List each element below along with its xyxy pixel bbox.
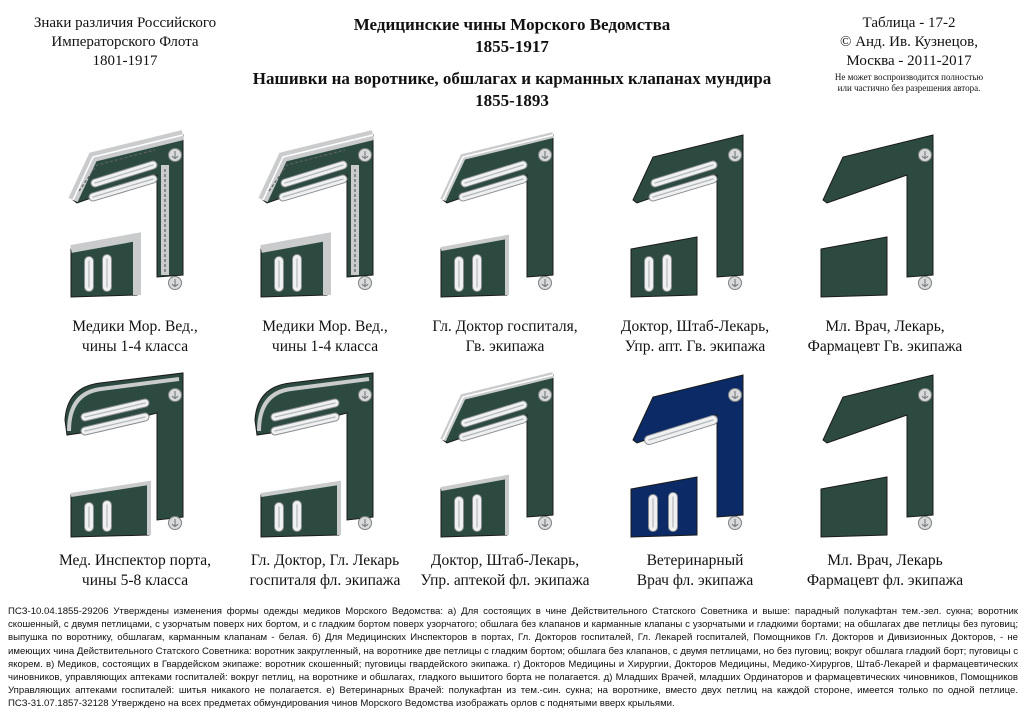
caption-line-2: чины 1-4 класса [81,338,189,355]
insignia-illustration [605,125,795,305]
caption-line-2: Упр. апт. Гв. экипажа [624,338,766,355]
insignia-card [605,125,795,305]
insignia-card [45,125,235,305]
anchor-button-icon [169,517,182,530]
header-left-line: Императорского Флота [51,34,199,50]
insignia-caption [600,317,790,357]
caption-line-1: Мед. Инспектор порта, [58,552,211,569]
anchor-button-icon [729,517,742,530]
insignia-illustration [235,365,425,545]
insignia-illustration [795,125,985,305]
caption-line-1: Мл. Врач, Лекарь, [825,318,945,335]
caption-line-2: Фармацевт фл. экипажа [806,572,964,589]
anchor-button-icon [359,389,372,402]
insignia-caption [230,551,420,591]
insignia-caption [230,317,420,357]
anchor-button-icon [919,389,932,402]
anchor-button-icon [539,517,552,530]
anchor-button-icon [359,149,372,162]
anchor-button-icon [539,389,552,402]
insignia-card [235,365,425,545]
caption-line-2: Врач фл. экипажа [636,572,754,589]
caption-line-1: Мл. Врач, Лекарь [827,552,943,569]
caption-line-2: госпиталя фл. экипажа [249,572,401,589]
copyright: © Анд. Ив. Кузнецов, [840,34,978,50]
header-right [800,14,1018,94]
rights-note [800,72,1018,94]
insignia-illustration [605,365,795,545]
insignia-card [415,365,605,545]
insignia-caption [790,551,980,591]
anchor-button-icon [919,277,932,290]
insignia-caption [40,317,230,357]
anchor-button-icon [539,277,552,290]
insignia-card [605,365,795,545]
caption-line-2: чины 5-8 класса [81,572,189,589]
rights-note-line: Не может воспроизводится полностью [834,72,984,82]
page-title-years: 1855-1917 [475,37,549,56]
insignia-illustration [45,125,235,305]
anchor-button-icon [169,389,182,402]
insignia-caption [410,551,600,591]
anchor-button-icon [359,277,372,290]
insignia-card [795,125,985,305]
anchor-button-icon [359,517,372,530]
insignia-illustration [45,365,235,545]
rights-note-line: или частично без разрешения автора. [837,83,981,93]
caption-line-1: Доктор, Штаб-Лекарь, [620,318,770,335]
table-number: Таблица - 17-2 [862,15,956,31]
caption-line-1: Медики Мор. Вед., [262,318,388,335]
footer-legal-text: ПСЗ-10.04.1855-29206 Утверждены изменения формы одежды медиков Морского Ведомства: а) Для состоящих в чине Действительного Статского Советника и выше: парадный полукафтан тем.-зел. сукна; воротник скошенный, с двумя петлицами, с узорчатым поверх них бортом, и с гладким бортом поверх узорчатого; обшлага без клапанов и карманные клапаны с узорчатыми и гладкими бортами; на обшлагах две петлицы без пуговиц; выпушка по воротнику, обшлагам, карманным клапанам - белая. б) Для Медицинских Инспекторов в портах, Гл. Докторов госпиталей, Гл. Лекарей госпиталей, Помощников Гл. Докторов и Дивизионных Докторов, - не имеющих чина Действительного Статского Советника: воротник закругленный, на воротнике две петлицы с гладким бортом; обшлага без клапанов, с двумя петлицами, но без пуговиц; вокруг обшлага гладкий борт; пуговицы с якорем. в) Медиков, состоящих в Гвардейском экипаже: воротник скошенный; пуговицы гвардейского экипажа. г) Докторов Медицины и Хирургии, Докторов Медицины, Медико-Хирургов, Штаб-Лекарей и фармацевтических чиновников, управляющих аптеками госпиталей: вокруг петлиц, на воротнике и обшлагах, гладкого вышитого борта не полагается. д) Младших Врачей, младших Ординаторов и фармацевтических чиновников, Помощников Управляющих аптеками госпиталей: шитья никакого не полагается. е) Ветеринарных Врачей: полукафтан из тем.-син. сукна; на воротнике, вместо двух петлиц на каждой стороне, имеется только по одной петлице. ПСЗ-31.07.1857-32128 Утверждено на всех предметах обмундирования чинов Морского Ведомства изображать орлов с поднятыми вверх крыльями. [8,606,1018,710]
header-left-line: Знаки различия Российского [33,15,217,31]
anchor-button-icon [919,149,932,162]
anchor-button-icon [729,149,742,162]
insignia-card [795,365,985,545]
anchor-button-icon [729,277,742,290]
insignia-illustration [235,125,425,305]
insignia-caption [40,551,230,591]
insignia-card [415,125,605,305]
header-left [10,14,240,71]
anchor-button-icon [539,149,552,162]
caption-line-1: Гл. Доктор, Гл. Лекарь [250,552,400,569]
caption-line-1: Доктор, Штаб-Лекарь, [430,552,580,569]
caption-line-2: Упр. аптекой фл. экипажа [420,572,590,589]
anchor-button-icon [729,389,742,402]
insignia-caption [600,551,790,591]
anchor-button-icon [169,277,182,290]
insignia-card [45,365,235,545]
location-years: Москва - 2011-2017 [846,53,972,69]
caption-line-1: Ветеринарный [646,552,744,569]
caption-line-2: Фармацевт Гв. экипажа [807,338,963,355]
header-left-line: 1801-1917 [92,53,158,69]
insignia-illustration [415,125,605,305]
caption-line-1: Медики Мор. Вед., [72,318,198,335]
header-center [250,14,774,112]
insignia-illustration [415,365,605,545]
insignia-caption [790,317,980,357]
page-title: Медицинские чины Морского Ведомства [353,15,671,34]
page-subtitle-years: 1855-1893 [475,91,549,110]
caption-line-1: Гл. Доктор госпиталя, [432,318,578,335]
insignia-card [235,125,425,305]
insignia-illustration [795,365,985,545]
anchor-button-icon [169,149,182,162]
page-subtitle: Нашивки на воротнике, обшлагах и карманных клапанах мундира [252,69,772,88]
caption-line-2: Гв. экипажа [465,338,545,355]
insignia-caption [410,317,600,357]
caption-line-2: чины 1-4 класса [271,338,379,355]
anchor-button-icon [919,517,932,530]
